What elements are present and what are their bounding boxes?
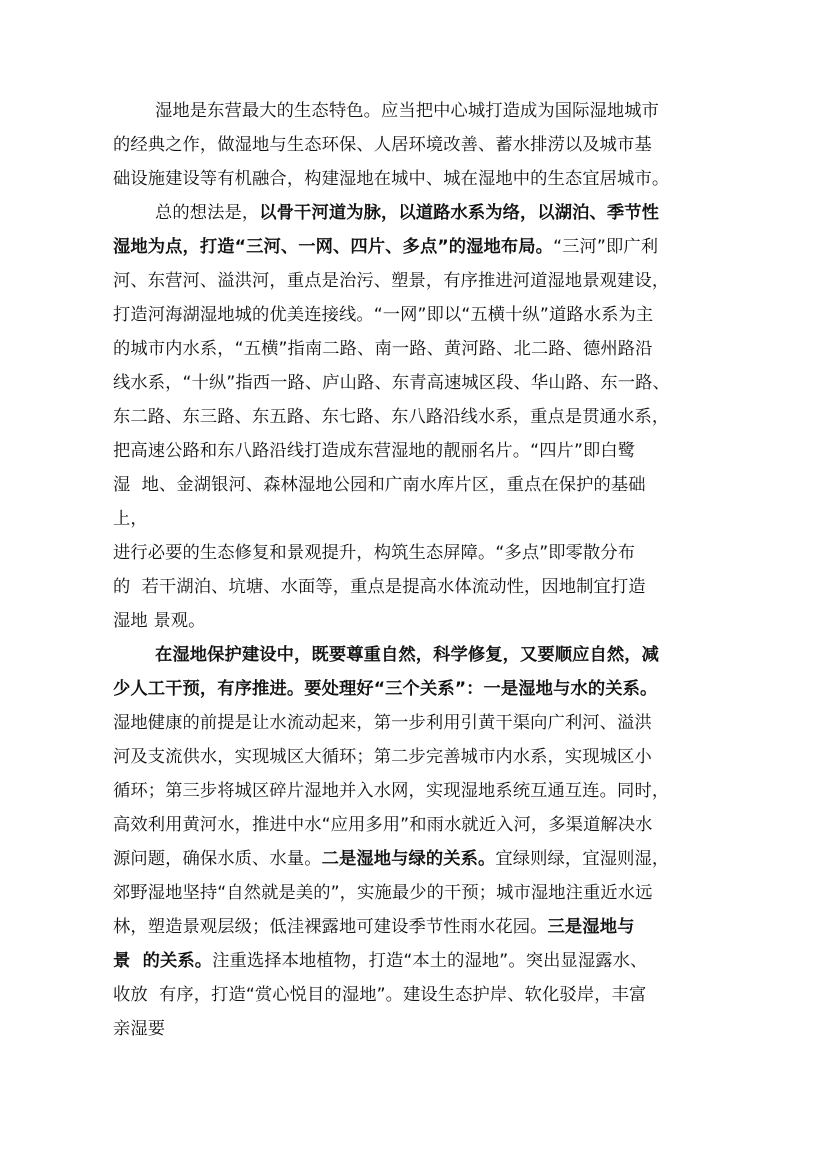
bold-text: 三是湿地与 bbox=[547, 917, 635, 937]
text-line bbox=[113, 781, 669, 801]
text-line bbox=[155, 645, 659, 665]
body-text: 源问题，确保水质、水量。 bbox=[113, 849, 322, 869]
text-line bbox=[155, 101, 659, 121]
body-text: 进行必要的生态修复和景观提升，构筑生态屏障。“多点”即零散分布 bbox=[113, 543, 636, 563]
body-text: 东二路、东三路、东五路、东七路、东八路沿线水系，重点是贯通水系， bbox=[113, 407, 670, 427]
text-line bbox=[113, 271, 669, 291]
text-line bbox=[113, 237, 658, 257]
text-line bbox=[113, 1019, 165, 1039]
bold-text: 湿地为点，打造“三河、一网、四片、多点”的湿地布局。 bbox=[113, 237, 554, 257]
text-line bbox=[113, 305, 653, 325]
bold-text: 少人工干预，有序推进。要处理好“三个关系”：一是湿地与水的关系。 bbox=[113, 679, 658, 699]
text-line bbox=[113, 339, 653, 359]
text-line bbox=[113, 577, 646, 597]
body-text: 的城市内水系，“五横”指南二路、南一路、黄河路、北二路、德州路沿 bbox=[113, 339, 653, 359]
text-line bbox=[113, 951, 647, 971]
body-text: 注重选择本地植物，打造“本土的湿地”。突出显湿露水、 bbox=[212, 951, 648, 971]
body-text: 河、东营河、溢洪河，重点是治污、塑景，有序推进河道湿地景观建设， bbox=[113, 271, 670, 291]
bold-text: 景 的关系。 bbox=[113, 951, 213, 971]
text-line bbox=[113, 543, 635, 563]
body-text: “三河”即广利 bbox=[553, 237, 659, 257]
text-line bbox=[113, 849, 669, 869]
text-line bbox=[113, 373, 670, 393]
body-text: 湿 地、金湖银河、森林湿地公园和广南水库片区，重点在保护的基础 bbox=[113, 475, 646, 495]
bold-text: 以骨干河道为脉，以道路水系为络，以湖泊、季节性 bbox=[259, 203, 660, 223]
text-line bbox=[113, 985, 646, 1005]
body-text: 宜绿则绿，宜湿则湿， bbox=[495, 849, 670, 869]
text-line bbox=[113, 407, 669, 427]
text-line bbox=[113, 917, 634, 937]
body-text: 打造河海湖湿地城的优美连接线。“一网”即以“五横十纵”道路水系为主 bbox=[113, 305, 654, 325]
body-text: 上， bbox=[113, 509, 148, 529]
bold-text: 在湿地保护建设中，既要尊重自然，科学修复，又要顺应自然，减 bbox=[155, 645, 660, 665]
body-text: 线水系，“十纵”指西一路、庐山路、东青高速城区段、华山路、东一路、 bbox=[113, 373, 670, 393]
text-line bbox=[113, 611, 206, 631]
body-text: 的 若干湖泊、坑塘、水面等，重点是提高水体流动性，因地制宜打造 bbox=[113, 577, 646, 597]
body-text: 亲湿要 bbox=[113, 1019, 166, 1039]
text-line bbox=[113, 883, 653, 903]
text-line bbox=[113, 747, 652, 767]
text-line bbox=[113, 713, 652, 733]
text-line bbox=[113, 135, 652, 155]
text-line bbox=[113, 679, 657, 699]
body-text: 收放 有序，打造“赏心悦目的湿地”。建设生态护岸、软化驳岸，丰富 bbox=[113, 985, 647, 1005]
text-line bbox=[113, 509, 148, 529]
body-text: 郊野湿地坚持“自然就是美的”，实施最少的干预；城市湿地注重近水远 bbox=[113, 883, 653, 903]
body-text: 高效利用黄河水，推进中水“应用多用”和雨水就近入河，多渠道解决水 bbox=[113, 815, 653, 835]
body-text: 的经典之作，做湿地与生态环保、人居环境改善、蓄水排涝以及城市基 bbox=[113, 135, 652, 155]
body-text: 总的想法是， bbox=[155, 203, 260, 223]
text-line bbox=[113, 169, 669, 189]
text-line bbox=[155, 203, 659, 223]
body-text: 湿地是东营最大的生态特色。应当把中心城打造成为国际湿地城市 bbox=[155, 101, 660, 121]
body-text: 循环；第三步将城区碎片湿地并入水网，实现湿地系统互通互连。同时， bbox=[113, 781, 670, 801]
body-text: 河及支流供水，实现城区大循环；第二步完善城市内水系，实现城区小 bbox=[113, 747, 652, 767]
body-text: 林，塑造景观层级；低洼裸露地可建设季节性雨水花园。 bbox=[113, 917, 548, 937]
bold-text: 二是湿地与绿的关系。 bbox=[321, 849, 496, 869]
body-text: 湿地 景观。 bbox=[113, 611, 206, 631]
text-line bbox=[113, 475, 646, 495]
text-line bbox=[113, 815, 653, 835]
body-text: 础设施建设等有机融合，构建湿地在城中、城在湿地中的生态宜居城市。 bbox=[113, 169, 670, 189]
body-text: 把高速公路和东八路沿线打造成东营湿地的靓丽名片。“四片”即白鹭 bbox=[113, 441, 636, 461]
body-text: 湿地健康的前提是让水流动起来，第一步利用引黄干渠向广利河、溢洪 bbox=[113, 713, 652, 733]
text-line bbox=[113, 441, 635, 461]
